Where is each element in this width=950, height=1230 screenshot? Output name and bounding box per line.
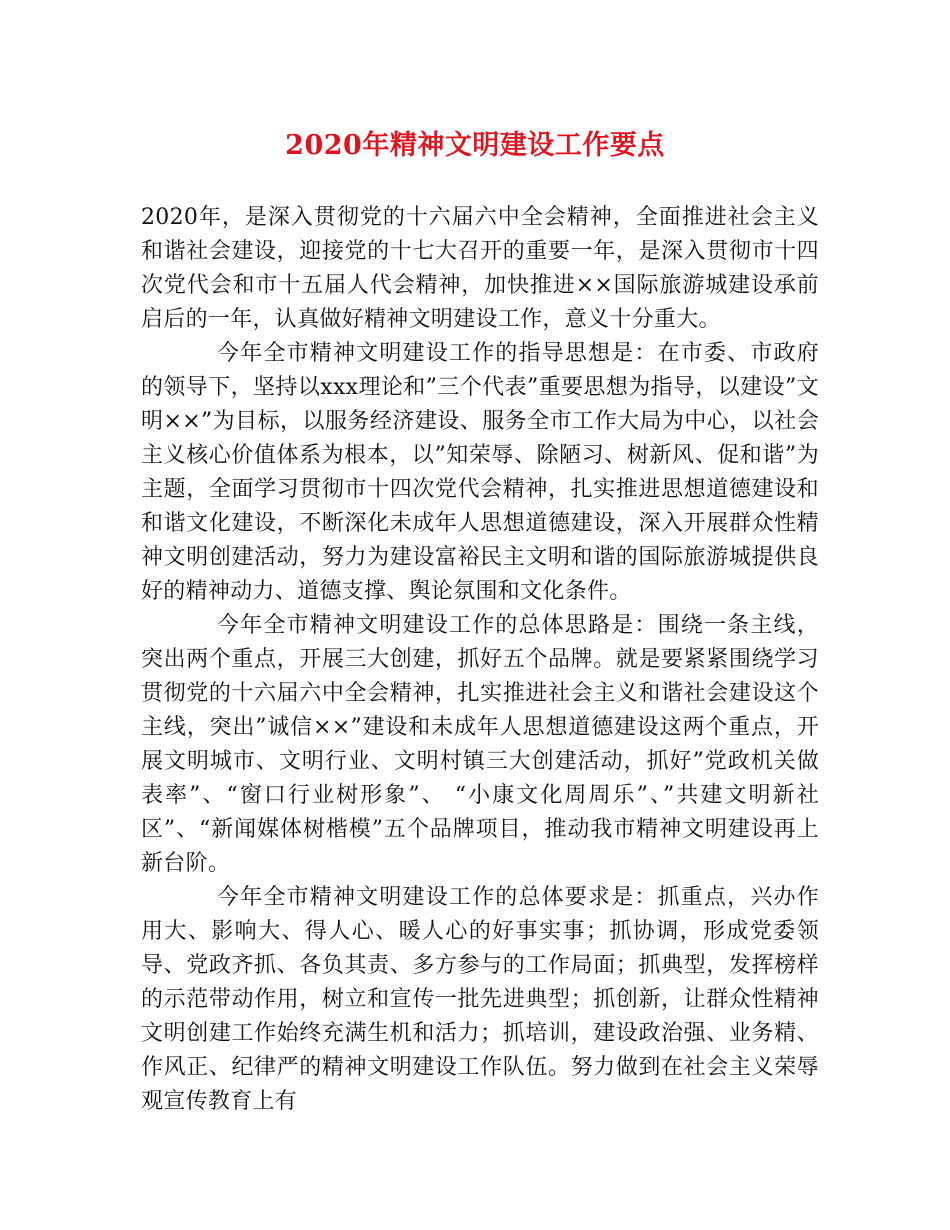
document-body bbox=[141, 201, 819, 1119]
document-title: 2020年精神文明建设工作要点 bbox=[285, 130, 665, 161]
paragraph-overall-requirements: 今年全市精神文明建设工作的总体要求是：抓重点，兴办作用大、影响大、得人心、暖人心的好事实事；抓协调，形成党委领导、党政齐抓、各负其责、多方参与的工作局面；抓典型，发挥榜样的示范带动作用，树立和宣传一批先进典型；抓创新，让群众性精神文明创建工作始终充满生机和活力；抓培训，建设政治强、业务精、作风正、纪律严的精神文明建设工作队伍。努力做到在社会主义荣辱观宣传教育上有 bbox=[141, 885, 819, 1114]
paragraph-guiding-thought: 今年全市精神文明建设工作的指导思想是：在市委、市政府的领导下，坚持以xxx理论和”三个代表”重要思想为指导，以建设”文明××”为目标，以服务经济建设、服务全市工作大局为中心，以社会主义核心价值体系为根本，以”知荣辱、除陋习、树新风、促和谐”为主题，全面学习贯彻市十四次党代会精神，扎实推进思想道德建设和和谐文化建设，不断深化未成年人思想道德建设，深入开展群众性精神文明创建活动，努力为建设富裕民主文明和谐的国际旅游城提供良好的精神动力、道德支撑、舆论氛围和文化条件。 bbox=[141, 341, 819, 604]
paragraph-intro: 2020年，是深入贯彻党的十六届六中全会精神，全面推进社会主义和谐社会建设，迎接党的十七大召开的重要一年，是深入贯彻市十四次党代会和市十五届人代会精神，加快推进××国际旅游城建设承前启后的一年，认真做好精神文明建设工作，意义十分重大。 bbox=[141, 205, 819, 332]
paragraph-overall-approach: 今年全市精神文明建设工作的总体思路是：围绕一条主线，突出两个重点，开展三大创建，抓好五个品牌。就是要紧紧围绕学习贯彻党的十六届六中全会精神，扎实推进社会主义和谐社会建设这个主线，突出”诚信××”建设和未成年人思想道德建设这两个重点，开展文明城市、文明行业、文明村镇三大创建活动，抓好”党政机关做表率”、“窗口行业树形象”、 “小康文化周周乐”、”共建文明新社区”、“新闻媒体树楷模”五个品牌项目，推动我市精神文明建设再上新台阶。 bbox=[141, 613, 819, 876]
